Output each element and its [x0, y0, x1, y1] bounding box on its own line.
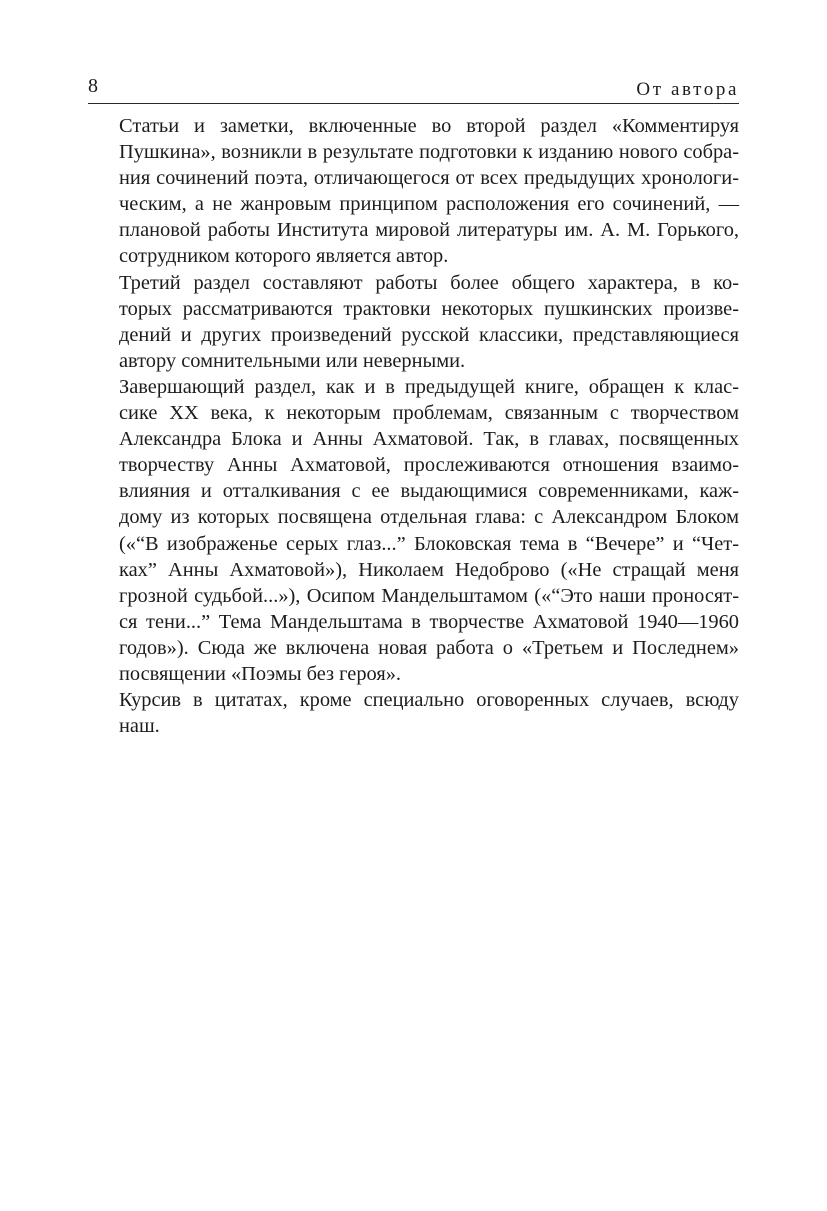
text-line: грозной судьбой...»), Осипом Мандельштамом («“Это наши проносят-	[119, 584, 739, 607]
text-line: сике XX века, к некоторым проблемам, связанным с творчеством	[119, 402, 739, 425]
text-line: Курсив в цитатах, кроме специально оговоренных случаев, всюду	[119, 689, 739, 712]
text-line: годов»). Сюда же включена новая работа о «Третьем и Последнем»	[119, 636, 739, 659]
text-line: («“В изображенье серых глаз...” Блоковская тема в “Вечере” и “Чет-	[119, 532, 739, 555]
text-line: посвящении «Поэмы без героя».	[119, 662, 402, 685]
body-text	[88, 113, 739, 739]
text-line: ния сочинений поэта, отличающегося от всех предыдущих хронологи-	[119, 167, 739, 190]
text-line: плановой работы Института мировой литературы им. А. М. Горького,	[119, 219, 739, 242]
text-line: ся тени...” Тема Мандельштама в творчестве Ахматовой 1940—1960	[119, 610, 739, 633]
text-line: наш.	[119, 715, 160, 738]
running-header-title: От автора	[636, 79, 739, 100]
running-header	[88, 70, 739, 104]
text-line: дому из которых посвящена отдельная глава: с Александром Блоком	[119, 506, 739, 529]
text-line: торых рассматриваются трактовки некоторых пушкинских произве-	[119, 297, 739, 320]
text-line: ческим, а не жанровым принципом расположения его сочинений, —	[119, 193, 739, 216]
paragraph	[88, 270, 739, 374]
text-line: сотрудником которого является автор.	[119, 245, 449, 268]
text-line: дений и других произведений русской классики, представляющиеся	[119, 323, 739, 346]
paragraph	[88, 113, 739, 270]
text-line: Пушкина», возникли в результате подготовки к изданию нового собра-	[119, 141, 739, 164]
text-line: творчеству Анны Ахматовой, прослеживаются отношения взаимо-	[119, 454, 739, 477]
text-line: Завершающий раздел, как и в предыдущей книге, обращен к клас-	[119, 375, 739, 398]
page-number: 8	[88, 75, 98, 97]
paragraph	[88, 374, 739, 687]
text-line: ках” Анны Ахматовой»), Николаем Недоброво («Не стращай меня	[119, 558, 739, 581]
book-page	[88, 70, 739, 739]
text-line: влияния и отталкивания с ее выдающимися современниками, каж-	[119, 480, 739, 503]
text-line: Статьи и заметки, включенные во второй раздел «Комментируя	[119, 115, 739, 137]
text-line: автору сомнительными или неверными.	[119, 349, 466, 372]
text-line: Александра Блока и Анны Ахматовой. Так, в главах, посвященных	[119, 428, 739, 451]
text-line: Третий раздел составляют работы более общего характера, в ко-	[119, 271, 739, 294]
paragraph	[88, 687, 739, 739]
